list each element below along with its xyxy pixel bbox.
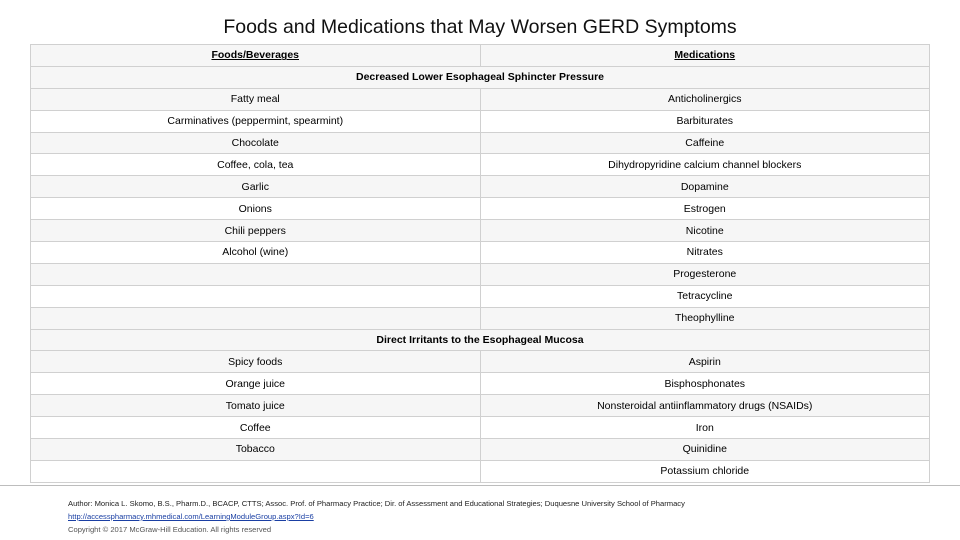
- food-cell: Alcohol (wine): [31, 242, 481, 264]
- table-row: [31, 285, 930, 307]
- medication-cell: Progesterone: [480, 263, 930, 285]
- medication-cell: Theophylline: [480, 307, 930, 329]
- table-row: [31, 154, 930, 176]
- footer-divider: [0, 485, 960, 486]
- column-header-medications: Medications: [480, 45, 930, 67]
- medication-cell: Potassium chloride: [480, 460, 930, 482]
- medication-cell: Aspirin: [480, 351, 930, 373]
- medication-cell: Iron: [480, 417, 930, 439]
- medication-cell: Caffeine: [480, 132, 930, 154]
- medication-cell: Anticholinergics: [480, 88, 930, 110]
- medication-cell: Bisphosphonates: [480, 373, 930, 395]
- food-cell: Chocolate: [31, 132, 481, 154]
- table-row: [31, 263, 930, 285]
- food-cell: [31, 307, 481, 329]
- food-cell: Coffee: [31, 417, 481, 439]
- food-cell: [31, 285, 481, 307]
- gerd-table: [30, 44, 930, 483]
- section-heading-row: [31, 66, 930, 88]
- column-header-foods: Foods/Beverages: [31, 45, 481, 67]
- table-header-row: [31, 45, 930, 67]
- food-cell: Garlic: [31, 176, 481, 198]
- medication-cell: Dihydropyridine calcium channel blockers: [480, 154, 930, 176]
- food-cell: Tomato juice: [31, 395, 481, 417]
- medication-cell: Barbiturates: [480, 110, 930, 132]
- table-row: [31, 460, 930, 482]
- table-row: [31, 110, 930, 132]
- medication-cell: Estrogen: [480, 198, 930, 220]
- table-row: [31, 220, 930, 242]
- medication-cell: Dopamine: [480, 176, 930, 198]
- table-row: [31, 307, 930, 329]
- food-cell: Spicy foods: [31, 351, 481, 373]
- section-heading-row: [31, 329, 930, 351]
- table-row: [31, 351, 930, 373]
- table-row: [31, 176, 930, 198]
- medication-cell: Nicotine: [480, 220, 930, 242]
- medication-cell: Nitrates: [480, 242, 930, 264]
- table-row: [31, 242, 930, 264]
- author-credit: Author: Monica L. Skomo, B.S., Pharm.D., BCACP, CTTS; Assoc. Prof. of Pharmacy Practice; Dir. of Assessment and Educational Strategies; Duquesne University School of Pharmacy: [68, 499, 685, 508]
- food-cell: [31, 263, 481, 285]
- table-row: [31, 132, 930, 154]
- section-heading: Decreased Lower Esophageal Sphincter Pressure: [31, 66, 930, 88]
- medication-cell: Quinidine: [480, 439, 930, 461]
- food-cell: Carminatives (peppermint, spearmint): [31, 110, 481, 132]
- medication-cell: Tetracycline: [480, 285, 930, 307]
- table-row: [31, 373, 930, 395]
- section-heading: Direct Irritants to the Esophageal Mucosa: [31, 329, 930, 351]
- source-link[interactable]: http://accesspharmacy.mhmedical.com/LearningModuleGroup.aspx?Id=6: [68, 512, 314, 521]
- table-row: [31, 417, 930, 439]
- table-row: [31, 439, 930, 461]
- food-cell: Orange juice: [31, 373, 481, 395]
- food-cell: Tobacco: [31, 439, 481, 461]
- food-cell: Coffee, cola, tea: [31, 154, 481, 176]
- food-cell: [31, 460, 481, 482]
- medication-cell: Nonsteroidal antiinflammatory drugs (NSAIDs): [480, 395, 930, 417]
- table-row: [31, 88, 930, 110]
- food-cell: Chili peppers: [31, 220, 481, 242]
- table-row: [31, 395, 930, 417]
- food-cell: Fatty meal: [31, 88, 481, 110]
- copyright-notice: Copyright © 2017 McGraw-Hill Education. All rights reserved: [68, 525, 272, 534]
- food-cell: Onions: [31, 198, 481, 220]
- table-row: [31, 198, 930, 220]
- page-title: Foods and Medications that May Worsen GERD Symptoms: [223, 16, 737, 38]
- footer: [68, 497, 948, 536]
